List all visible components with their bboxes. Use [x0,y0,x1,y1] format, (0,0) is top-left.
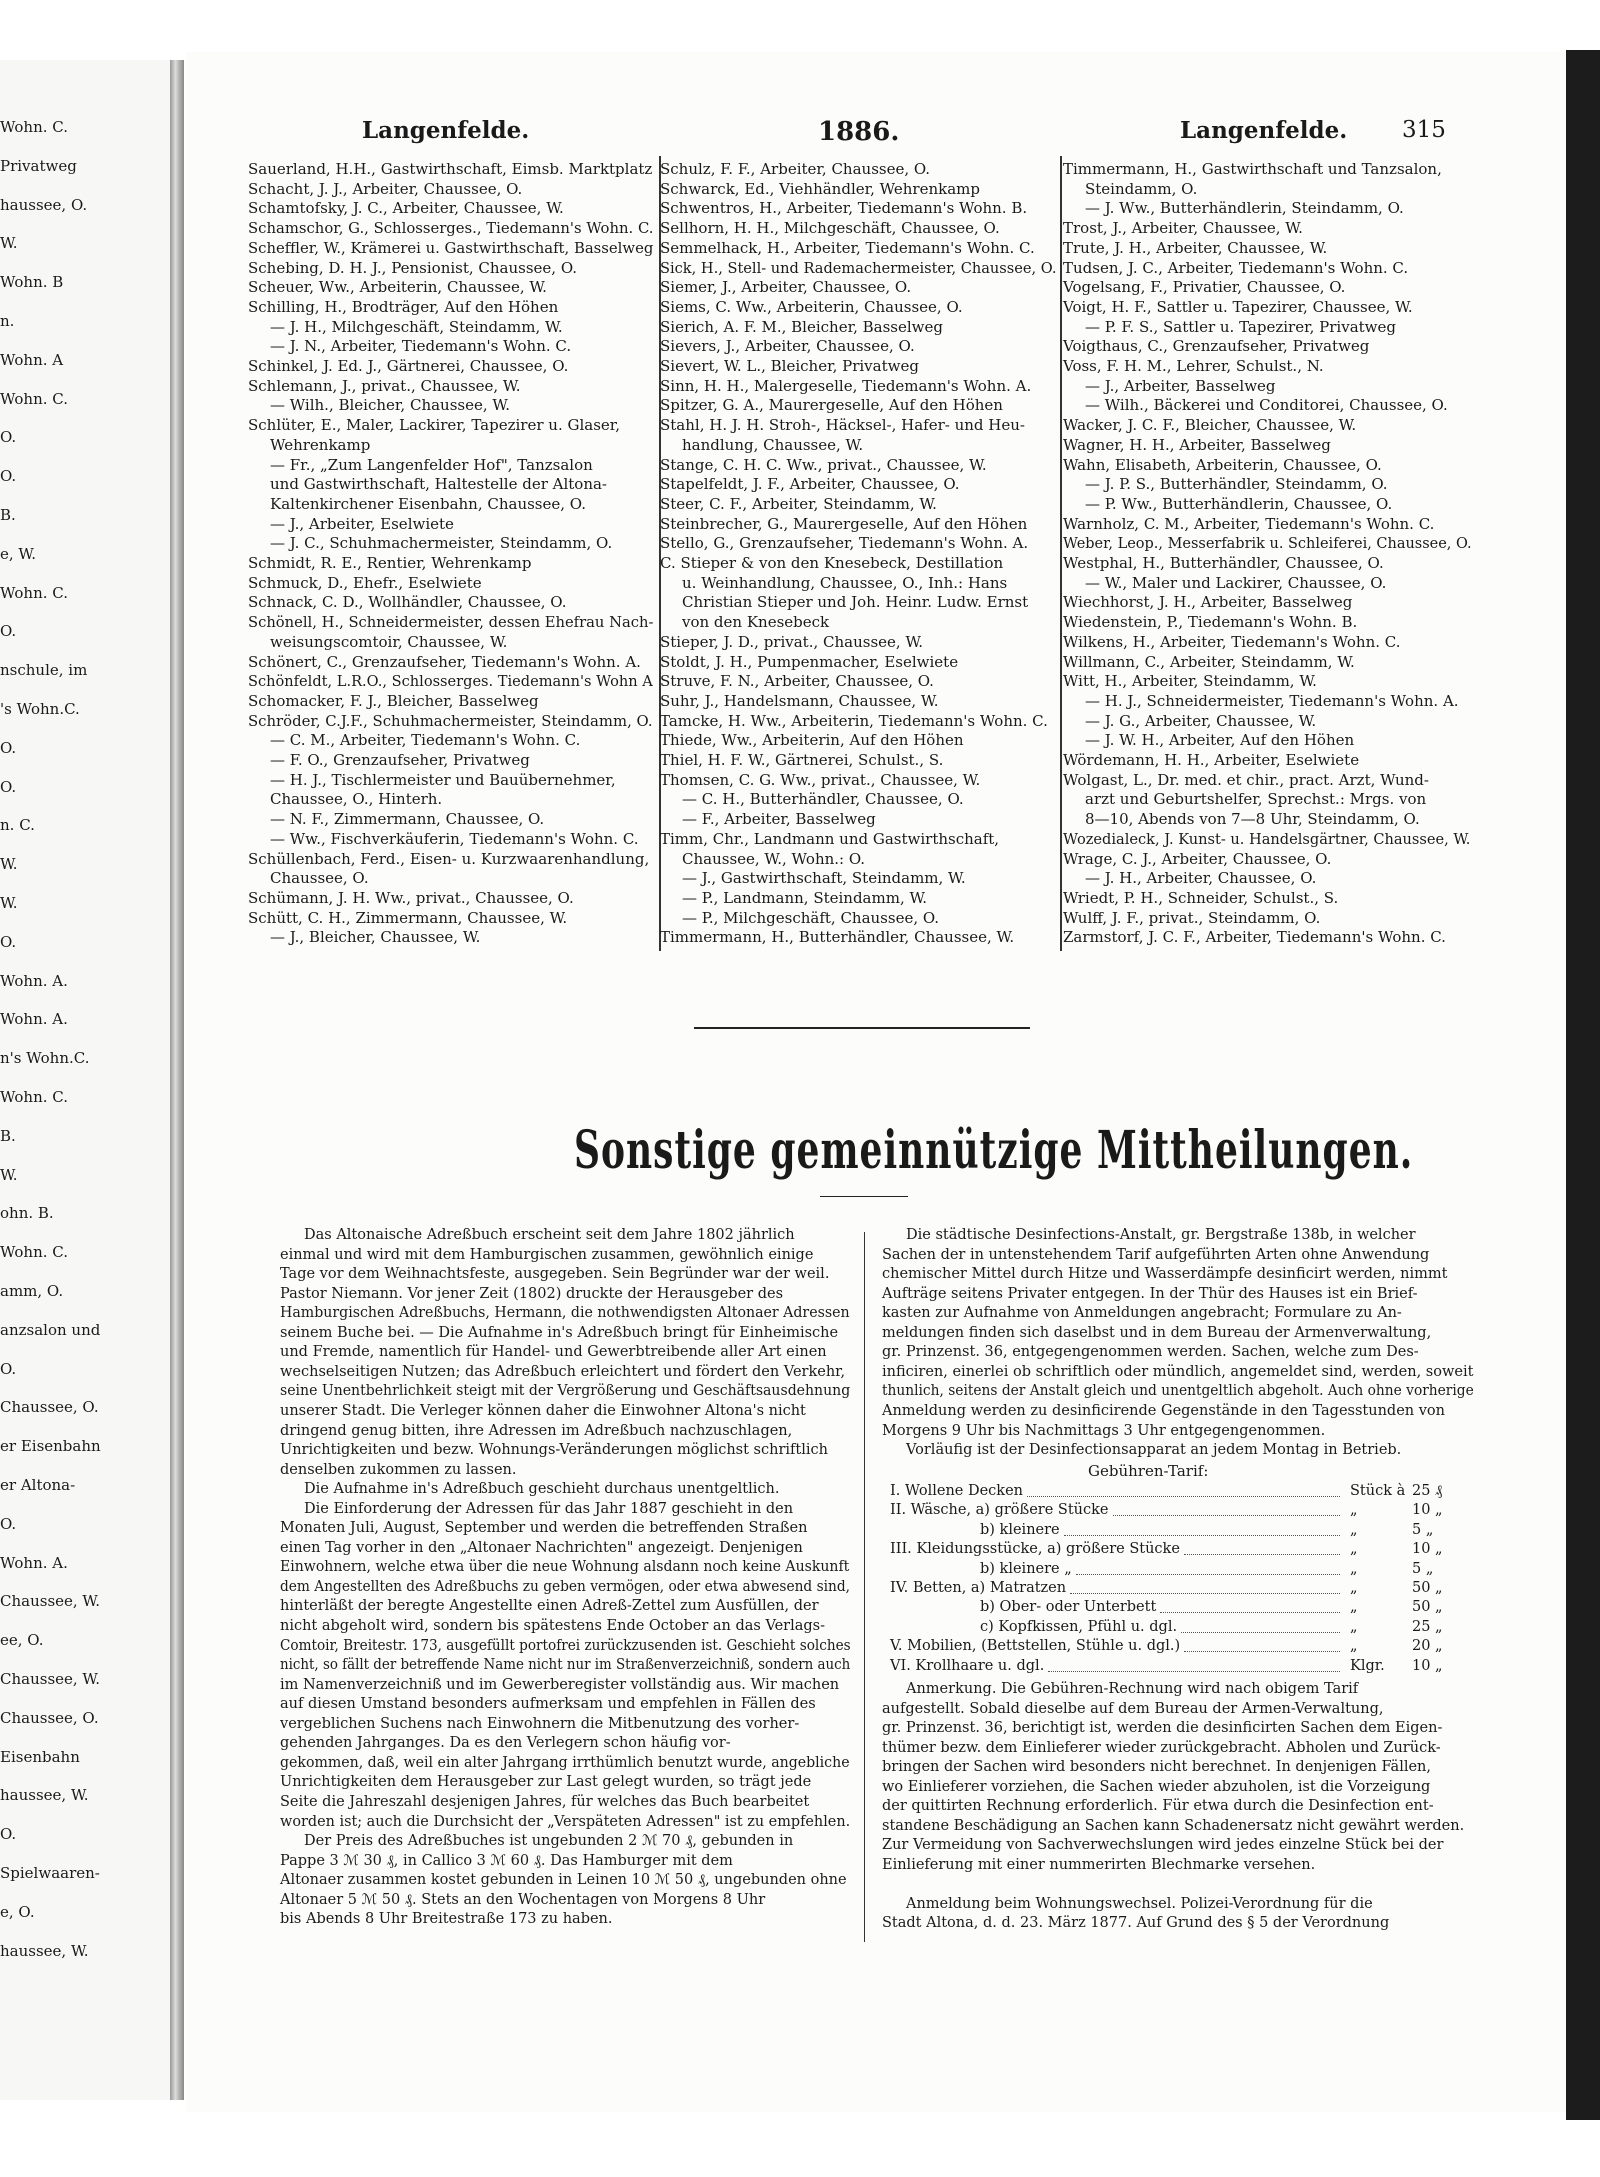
directory-entry: — J. C., Schuhmachermeister, Steindamm, O. [270,534,613,553]
directory-entry: Schüllenbach, Ferd., Eisen- u. Kurzwaarenhandlung, [248,849,650,868]
tariff-leader [1113,1504,1340,1516]
directory-entry: Sellhorn, H. H., Milchgeschäft, Chaussee, O. [660,219,1000,238]
facing-page-fragment: Chaussee, W. [0,1592,100,1611]
paragraph-line: Anmeldung beim Wohnungswechsel. Polizei-Verordnung für die [906,1895,1373,1912]
paragraph-line: nicht abgeholt wird, sondern bis spätestens Ende October an das Verlags- [280,1618,826,1634]
directory-entry: Scheuer, Ww., Arbeiterin, Chaussee, W. [248,278,547,297]
facing-page-fragment: haussee, O. [0,195,88,214]
directory-entry: Willmann, C., Arbeiter, Steindamm, W. [1063,652,1355,671]
directory-entry: Schacht, J. J., Arbeiter, Chaussee, O. [248,179,523,198]
paragraph-line: vergeblichen Suchens nach Einwohnern die Mitbenutzung des vorher- [280,1715,800,1732]
paragraph-line: Die Einforderung der Adressen für das Jahr 1887 geschieht in den [304,1500,794,1517]
directory-entry: Wolgast, L., Dr. med. et chir., pract. Arzt, Wund- [1063,770,1429,789]
facing-page-fragment: Wohn. B [0,273,64,292]
header-year: 1886. [818,117,900,147]
facing-page-fragment: Wohn. C. [0,118,68,136]
text-column-divider [864,1232,865,1942]
paragraph-line: gehenden Jahrganges. Da es den Verlegern schon häufig vor- [280,1735,731,1752]
directory-entry: Sierich, A. F. M., Bleicher, Basselweg [660,317,944,336]
facing-page-fragment: ee, O. [0,1631,44,1650]
facing-page-fragment: haussee, W. [0,1941,89,1960]
directory-entry: Schönell, H., Schneidermeister, dessen Ehefrau Nach- [248,613,654,632]
tariff-unit: Stück à [1350,1483,1406,1499]
tariff-unit: „ [1350,1560,1358,1577]
directory-entry: Stange, C. H. C. Ww., privat., Chaussee, W. [660,455,987,474]
directory-entry: — N. F., Zimmermann, Chaussee, O. [270,810,545,829]
directory-entry: Wagner, H. H., Arbeiter, Basselweg [1063,435,1331,454]
directory-entry: Schmidt, R. E., Rentier, Wehrenkamp [248,554,532,572]
facing-page-fragment: W. [0,855,18,874]
paragraph-line: Einlieferung mit einer nummerirten Blechmarke versehen. [882,1856,1316,1873]
directory-entry: Voigt, H. F., Sattler u. Tapezirer, Chaussee, W. [1063,297,1413,316]
tariff-title: Gebühren-Tarif: [1088,1462,1209,1480]
directory-entry: — W., Maler und Lackirer, Chaussee, O. [1085,573,1387,592]
directory-entry: arzt und Geburtshelfer, Sprechst.: Mrgs. von [1085,790,1427,809]
directory-entry: Voss, F. H. M., Lehrer, Schulst., N. [1063,357,1324,375]
paragraph-line: Pappe 3 ℳ 30 ₰, in Callico 3 ℳ 60 ₰. Das Hamburger mit dem [280,1852,733,1869]
directory-entry: Wacker, J. C. F., Bleicher, Chaussee, W. [1063,416,1357,435]
paragraph-line: seinem Buche bei. — Die Aufnahme in's Adreßbuch bringt für Einheimische [280,1324,839,1341]
title-underline [820,1196,908,1197]
facing-page-fragment: Wohn. C. [0,583,68,602]
directory-entry: Chaussee, W., Wohn.: O. [682,849,866,868]
facing-page-fragment: 's Wohn.C. [0,700,80,718]
directory-entry: — J. W. H., Arbeiter, Auf den Höhen [1085,731,1355,750]
facing-page-fragment: Wohn. C. [0,1243,68,1262]
directory-entry: Thomsen, C. G. Ww., privat., Chaussee, W. [660,770,981,789]
tariff-unit: „ [1350,1502,1358,1519]
directory-entry: Schebing, D. H. J., Pensionist, Chaussee, O. [248,258,578,277]
directory-entry: Stahl, H. J. H. Stroh-, Häcksel-, Hafer- und Heu- [660,416,1025,435]
tariff-item: IV. Betten, a) Matratzen [890,1580,1067,1596]
directory-entry: Wilkens, H., Arbeiter, Tiedemann's Wohn. C. [1063,632,1401,651]
paragraph-line: Unrichtigkeiten und bezw. Wohnungs-Veränderungen möglichst schriftlich [280,1442,828,1459]
tariff-leader [1048,1660,1340,1672]
directory-entry: Semmelhack, H., Arbeiter, Tiedemann's Wohn. C. [660,238,1035,257]
directory-entry: Tamcke, H. Ww., Arbeiterin, Tiedemann's Wohn. C. [660,711,1048,730]
directory-entry: Steinbrecher, G., Maurergeselle, Auf den Höhen [660,514,1028,533]
directory-entry: Christian Stieper und Joh. Heinr. Ludw. Ernst [682,593,1029,612]
directory-entry: Suhr, J., Handelsmann, Chaussee, W. [660,691,939,710]
paragraph-line: Anmerkung. Die Gebühren-Rechnung wird nach obigem Tarif [906,1681,1359,1697]
facing-page-fragment: O. [0,932,17,951]
facing-page-fragment: O. [0,1825,17,1844]
tariff-price: 5 „ [1412,1521,1434,1538]
directory-entry: 8—10, Abends von 7—8 Uhr, Steindamm, O. [1085,810,1420,829]
directory-entry: Sick, H., Stell- und Rademachermeister, Chaussee, O. [660,258,1057,277]
paragraph-line: chemischer Mittel durch Hitze und Wasserdämpfe desinficirt werden, nimmt [882,1266,1448,1283]
paragraph-line: gr. Prinzenst. 36, entgegengenommen werden. Sachen, welche zum Des- [882,1344,1419,1361]
paragraph-line: Hamburgischen Adreßbuchs, Hermann, die nothwendigsten Altonaer Adressen [280,1305,850,1322]
directory-entry: — Ww., Fischverkäuferin, Tiedemann's Wohn. C. [270,829,639,848]
paragraph-line: Die städtische Desinfections-Anstalt, gr. Bergstraße 138b, in welcher [906,1227,1416,1243]
paragraph-line: Morgens 9 Uhr bis Nachmittags 3 Uhr entgegengenommen. [882,1422,1326,1439]
tariff-item: I. Wollene Decken [890,1483,1024,1499]
facing-page-fragment: er Altona- [0,1476,76,1494]
paragraph-line: Der Preis des Adreßbuches ist ungebunden 2 ℳ 70 ₰, gebunden in [304,1833,794,1850]
facing-page-fragment: Wohn. C. [0,389,68,408]
tariff-price: 25 „ [1412,1618,1443,1635]
directory-entry: weisungscomtoir, Chaussee, W. [270,632,508,651]
directory-entry: Tudsen, J. C., Arbeiter, Tiedemann's Wohn. C. [1063,258,1409,277]
directory-entry: — J. H., Arbeiter, Chaussee, O. [1085,869,1317,888]
scan-border [1566,50,1600,2120]
tariff-leader [1076,1563,1340,1575]
directory-entry: Wulff, J. F., privat., Steindamm, O. [1063,908,1321,927]
facing-page-fragment: Wohn. A. [0,971,68,990]
directory-entry: Wriedt, P. H., Schneider, Schulst., S. [1063,888,1339,907]
header-right: Langenfelde. [1180,117,1348,144]
directory-entry: Voigthaus, C., Grenzaufseher, Privatweg [1063,337,1370,356]
directory-entry: — F. O., Grenzaufseher, Privatweg [270,751,530,769]
paragraph-line: wo Einlieferer vorziehen, die Sachen wieder abzuholen, ist die Vorzeigung [882,1778,1431,1795]
facing-page-fragment: Chaussee, W. [0,1670,100,1688]
directory-entry: Kaltenkirchener Eisenbahn, Chaussee, O. [270,494,586,513]
tariff-item: b) kleinere „ [980,1560,1072,1577]
directory-entry: — F., Arbeiter, Basselweg [682,810,876,829]
tariff-unit: „ [1350,1580,1358,1596]
tariff-leader [1070,1582,1340,1594]
directory-entry: Stapelfeldt, J. F., Arbeiter, Chaussee, O. [660,475,960,494]
directory-entry: — J. H., Milchgeschäft, Steindamm, W. [270,317,563,336]
tariff-price: 10 „ [1412,1502,1443,1519]
tariff-price: 10 „ [1412,1657,1443,1674]
directory-entry: Schönfeldt, L.R.O., Schlosserges. Tiedemann's Wohn A [248,672,653,691]
directory-entry: Schröder, C.J.F., Schuhmachermeister, Steindamm, O. [248,711,653,730]
directory-entry: Sauerland, H.H., Gastwirthschaft, Eimsb. Marktplatz [248,160,653,178]
tariff-leader [1064,1524,1340,1536]
directory-entry: Westphal, H., Butterhändler, Chaussee, O. [1063,554,1384,572]
tariff-price: 25 ₰ [1412,1483,1443,1499]
facing-page-fragment: W. [0,1165,18,1184]
tariff-item: V. Mobilien, (Bettstellen, Stühle u. dgl.) [890,1638,1181,1655]
directory-entry: — P. F. S., Sattler u. Tapezirer, Privatweg [1085,317,1396,336]
directory-entry: Wozedialeck, J. Kunst- u. Handelsgärtner, Chaussee, W. [1063,829,1471,848]
paragraph-line: im Namenverzeichniß und im Gewerberegister vollständig aus. Wir machen [280,1676,840,1693]
facing-page-fragment: nschule, im [0,661,88,680]
directory-entry: — J., Gastwirthschaft, Steindamm, W. [682,869,966,888]
paragraph-line: kasten zur Aufnahme von Anmeldungen angebracht; Formulare zu An- [882,1305,1402,1322]
paragraph-line: Aufträge seitens Privater entgegen. In der Thür des Hauses ist ein Brief- [882,1285,1418,1302]
tariff-unit: Klgr. [1350,1657,1385,1674]
tariff-item: c) Kopfkissen, Pfühl u. dgl. [980,1618,1178,1635]
header-left: Langenfelde. [362,117,530,144]
tariff-item: VI. Krollhaare u. dgl. [890,1657,1045,1674]
directory-entry: Wrage, C. J., Arbeiter, Chaussee, O. [1063,849,1332,868]
directory-entry: Scheffler, W., Krämerei u. Gastwirthschaft, Basselweg [248,238,654,257]
directory-entry: — J., Bleicher, Chaussee, W. [270,928,481,947]
paragraph-line: der quittirten Rechnung erforderlich. Für etwa durch die Desinfection ent- [882,1798,1434,1814]
paragraph-line: gekommen, daß, weil ein alter Jahrgang irrthümlich benutzt wurde, angebliche [280,1754,850,1771]
paragraph-line: wechselseitigen Nutzen; das Adreßbuch erleichtert und fördert den Verkehr, [280,1363,846,1380]
paragraph-line: Die Aufnahme in's Adreßbuch geschieht durchaus unentgeltlich. [304,1481,780,1498]
tariff-unit: „ [1350,1541,1358,1558]
facing-page-fragment: Chaussee, O. [0,1708,99,1727]
paragraph-line: Vorläufig ist der Desinfectionsapparat an jedem Montag in Betrieb. [906,1442,1402,1459]
paragraph-line: thunlich, seitens der Anstalt gleich und unentgeltlich abgeholt. Auch ohne vorherige [882,1383,1474,1400]
facing-page-fragment: n. [0,312,15,330]
paragraph-line: Comtoir, Breitestr. 173, ausgefüllt portofrei zurückzusenden ist. Geschieht solches [280,1637,851,1654]
directory-entry: Warnholz, C. M., Arbeiter, Tiedemann's Wohn. C. [1063,514,1435,533]
paragraph-line: thümer bezw. dem Einlieferer wieder zurückgebracht. Abholen und Zurück- [882,1739,1441,1756]
facing-page-fragment: n. C. [0,816,35,835]
paragraph-line: nicht, so fällt der betreffende Name nicht nur im Straßenverzeichniß, sondern auch [280,1657,851,1674]
directory-entry: Chaussee, O. [270,869,369,888]
paragraph-line: bringen der Sachen wird besonders nicht berechnet. In denjenigen Fällen, [882,1759,1431,1775]
facing-page-fragment: O. [0,467,17,486]
directory-entry: — C. M., Arbeiter, Tiedemann's Wohn. C. [270,731,581,750]
directory-entry: — P. Ww., Butterhändlerin, Chaussee, O. [1085,494,1393,513]
tariff-unit: „ [1350,1618,1358,1635]
directory-entry: — J. Ww., Butterhändlerin, Steindamm, O. [1085,199,1404,218]
paragraph-line: Tage vor dem Weihnachtsfeste, ausgegeben. Sein Begründer war der weil. [280,1266,830,1283]
directory-entry: Schnack, C. D., Wollhändler, Chaussee, O. [248,593,567,612]
directory-entry: Timmermann, H., Gastwirthschaft und Tanzsalon, [1063,160,1442,178]
directory-entry: — J. G., Arbeiter, Chaussee, W. [1085,711,1317,730]
directory-entry: — H. J., Tischlermeister und Bauübernehmer, [270,770,616,789]
facing-page-fragment: O. [0,738,17,757]
facing-page-fragment: W. [0,894,18,912]
facing-page-fragment: amm, O. [0,1282,64,1300]
facing-page-fragment: Eisenbahn [0,1747,80,1766]
facing-page-fragment: Chaussee, O. [0,1398,99,1417]
directory-entry: — Fr., „Zum Langenfelder Hof", Tanzsalon [270,455,593,474]
paragraph-line: Stadt Altona, d. d. 23. März 1877. Auf Grund des § 5 der Verordnung [882,1915,1390,1931]
directory-entry: Schinkel, J. Ed. J., Gärtnerei, Chaussee, O. [248,357,569,375]
section-title: Sonstige gemeinnützige Mittheilungen. [574,1120,1414,1181]
facing-page-fragment: O. [0,1514,17,1533]
paragraph-line: Zur Vermeidung von Sachverwechslungen wird jedes einzelne Stück bei der [882,1837,1444,1853]
paragraph-line: Seite die Jahreszahl desjenigen Jahres, für welches das Buch bearbeitet [280,1793,810,1810]
directory-entry: Siems, C. Ww., Arbeiterin, Chaussee, O. [660,297,963,316]
page-number: 315 [1402,117,1446,143]
paragraph-line: einen Tag vorher in den „Altonaer Nachrichten" angezeigt. Denjenigen [280,1539,803,1556]
directory-entry: Schwentros, H., Arbeiter, Tiedemann's Wohn. B. [660,199,1028,218]
tariff-price: 10 „ [1412,1541,1443,1558]
paragraph-line: worden ist; auch die Durchsicht der „Verspäteten Adressen" ist zu empfehlen. [280,1813,851,1830]
tariff-item: b) kleinere [980,1521,1060,1538]
directory-entry: Zarmstorf, J. C. F., Arbeiter, Tiedemann's Wohn. C. [1063,928,1446,947]
directory-entry: Sievers, J., Arbeiter, Chaussee, O. [660,337,915,356]
directory-entry: Schulz, F. F., Arbeiter, Chaussee, O. [660,160,931,178]
section-rule [694,1027,1030,1029]
paragraph-line: Einwohnern, welche etwa über die neue Wohnung alsdann noch keine Auskunft [280,1559,850,1576]
paragraph-line: dem Angestellten des Adreßbuchs zu geben vermögen, oder etwa abwesend sind, [280,1578,851,1595]
directory-entry: Schönert, C., Grenzaufseher, Tiedemann's Wohn. A. [248,652,641,671]
paragraph-line: Altonaer zusammen kostet gebunden in Leinen 10 ℳ 50 ₰, ungebunden ohne [280,1872,847,1889]
directory-entry: handlung, Chaussee, W. [682,435,864,454]
paragraph-line: Sachen der in untenstehendem Tarif aufgeführten Arten ohne Anwendung [882,1246,1430,1263]
facing-page-fragment: Spielwaaren- [0,1864,100,1882]
tariff-price: 50 „ [1412,1599,1443,1616]
directory-entry: Schütt, C. H., Zimmermann, Chaussee, W. [248,908,568,927]
paragraph-line: meldungen finden sich daselbst und in dem Bureau der Armenverwaltung, [882,1324,1432,1341]
directory-entry: — C. H., Butterhändler, Chaussee, O. [682,790,964,809]
directory-entry: Schomacker, F. J., Bleicher, Basselweg [248,691,539,710]
directory-entry: Weber, Leop., Messerfabrik u. Schleiferei, Chaussee, O. [1063,534,1472,553]
tariff-item: b) Ober- oder Unterbett [980,1599,1157,1616]
directory-entry: — J., Arbeiter, Eselwiete [270,514,454,533]
directory-entry: Wahn, Elisabeth, Arbeiterin, Chaussee, O. [1063,455,1382,474]
facing-page-fragment: e, O. [0,1902,35,1921]
directory-entry: Schümann, J. H. Ww., privat., Chaussee, O. [248,888,574,907]
directory-entry: Vogelsang, F., Privatier, Chaussee, O. [1063,278,1346,297]
tariff-price: 50 „ [1412,1580,1443,1596]
book-gutter [170,60,184,2100]
paragraph-line: einmal und wird mit dem Hamburgischen zusammen, gewöhnlich einige [280,1246,814,1263]
directory-entry: Spitzer, G. A., Maurergeselle, Auf den Höhen [660,396,1003,415]
directory-entry: — P., Landmann, Steindamm, W. [682,888,928,907]
directory-entry: Stieper, J. D., privat., Chaussee, W. [660,632,924,651]
paragraph-line: denselben zukommen zu lassen. [280,1461,517,1478]
paragraph-line: Unrichtigkeiten dem Herausgeber zur Last gelegt wurden, so trägt jede [280,1774,812,1791]
directory-entry: Schamtofsky, J. C., Arbeiter, Chaussee, W. [248,199,564,218]
paragraph-line: Das Altonaische Adreßbuch erscheint seit dem Jahre 1802 jährlich [304,1227,795,1243]
facing-page-fragment: O. [0,428,17,447]
directory-entry: u. Weinhandlung, Chaussee, O., Inh.: Hans [682,573,1008,592]
directory-entry: Stello, G., Grenzaufseher, Tiedemann's Wohn. A. [660,534,1029,553]
paragraph-line: dringend genug bitten, ihre Adressen im Adreßbuch nachzuschlagen, [280,1422,793,1439]
tariff-price: 5 „ [1412,1560,1434,1577]
directory-entry: Thiede, Ww., Arbeiterin, Auf den Höhen [660,731,964,750]
facing-page-fragment: Wohn. C. [0,1088,68,1106]
directory-entry: Wiedenstein, P., Tiedemann's Wohn. B. [1063,613,1358,632]
directory-entry: Wehrenkamp [270,435,371,454]
directory-entry: Schlüter, E., Maler, Lackirer, Tapezirer u. Glaser, [248,416,621,435]
directory-entry: — J. N., Arbeiter, Tiedemann's Wohn. C. [270,337,572,356]
paragraph-line: gr. Prinzenst. 36, berichtigt ist, werden die desinficirten Sachen dem Eigen- [882,1720,1443,1736]
paragraph-line: auf diesen Umstand besonders aufmerksam und empfehlen in Fällen des [280,1696,816,1713]
directory-entry: Wördemann, H. H., Arbeiter, Eselwiete [1063,751,1360,769]
directory-entry: Schwarck, Ed., Viehhändler, Wehrenkamp [660,179,980,198]
facing-page-fragment: n's Wohn.C. [0,1049,90,1068]
paragraph-line: aufgestellt. Sobald dieselbe auf dem Bureau der Armen-Verwaltung, [882,1700,1384,1717]
paragraph-line: Pastor Niemann. Vor jener Zeit (1802) druckte der Herausgeber des [280,1285,784,1302]
facing-page-fragment: e, W. [0,544,36,563]
directory-entry: Siemer, J., Arbeiter, Chaussee, O. [660,278,912,297]
paragraph-line: seine Unentbehrlichkeit steigt mit der Vergrößerung und Geschäftsausdehnung [280,1383,851,1400]
tariff-price: 20 „ [1412,1638,1443,1655]
facing-page-fragment: B. [0,1126,16,1145]
directory-entry: — P., Milchgeschäft, Chaussee, O. [682,908,940,927]
tariff-leader [1160,1601,1340,1613]
facing-page-fragment: Wohn. A. [0,1010,68,1029]
directory-entry: Schamschor, G., Schlosserges., Tiedemann's Wohn. C. [248,219,654,238]
paragraph-line: Anmeldung werden zu desinficirende Gegenstände in den Tagesstunden von [882,1402,1445,1419]
paragraph-line: bis Abends 8 Uhr Breitestraße 173 zu haben. [280,1911,613,1928]
directory-entry: Wiechhorst, J. H., Arbeiter, Basselweg [1063,593,1353,612]
directory-entry: Struve, F. N., Arbeiter, Chaussee, O. [660,672,934,691]
tariff-leader [1184,1640,1340,1652]
directory-entry: Steindamm, O. [1085,179,1198,198]
directory-entry: Trost, J., Arbeiter, Chaussee, W. [1063,219,1303,238]
directory-entry: Schlemann, J., privat., Chaussee, W. [248,376,521,395]
directory-entry: — Wilh., Bleicher, Chaussee, W. [270,396,510,415]
paragraph-line: und Fremde, namentlich für Handel- und Gewerbtreibende aller Art einen [280,1344,827,1361]
paragraph-line: hinterläßt der beregte Angestellte einen Adreß-Zettel zum Ausfüllen, der [280,1598,819,1615]
tariff-item: II. Wäsche, a) größere Stücke [890,1502,1109,1519]
facing-page-fragment: haussee, W. [0,1786,89,1805]
directory-entry: Steer, C. F., Arbeiter, Steindamm, W. [660,494,937,513]
tariff-leader [1184,1543,1340,1555]
facing-page-fragment: er Eisenbahn [0,1437,101,1456]
facing-page-fragment: ohn. B. [0,1204,54,1223]
facing-page-fragment: O. [0,622,17,641]
facing-page-fragment: W. [0,234,18,253]
facing-page-fragment: Wohn. A [0,350,64,369]
directory-entry: Stoldt, J. H., Pumpenmacher, Eselwiete [660,652,959,671]
directory-entry: Timmermann, H., Butterhändler, Chaussee, W. [660,928,1015,947]
paragraph-line: inficiren, einerlei ob schriftlich oder mündlich, angemeldet sind, werden, soweit [882,1363,1474,1380]
tariff-leader [1181,1621,1340,1633]
tariff-unit: „ [1350,1521,1358,1538]
directory-entry: — J. P. S., Butterhändler, Steindamm, O. [1085,475,1388,494]
directory-entry: von den Knesebeck [682,613,830,632]
directory-entry: — H. J., Schneidermeister, Tiedemann's Wohn. A. [1085,691,1459,710]
tariff-unit: „ [1350,1599,1358,1616]
facing-page-fragment: anzsalon und [0,1320,101,1339]
directory-entry: Thiel, H. F. W., Gärtnerei, Schulst., S. [660,751,944,769]
directory-entry: und Gastwirthschaft, Haltestelle der Altona- [270,475,608,494]
paragraph-line: standene Beschädigung an Sachen kann Schadenersatz nicht gewährt werden. [882,1817,1465,1834]
directory-entry: Timm, Chr., Landmann und Gastwirthschaft, [660,829,1000,848]
facing-page-fragment: O. [0,777,17,796]
facing-page-fragment: B. [0,506,16,524]
directory-entry: — Wilh., Bäckerei und Conditorei, Chaussee, O. [1085,396,1448,415]
column-divider-2 [1060,156,1062,951]
facing-page-fragment: Privatweg [0,156,77,175]
directory-entry: — J., Arbeiter, Basselweg [1085,376,1276,395]
paragraph-line: Monaten Juli, August, September und werden die betreffenden Straßen [280,1520,808,1537]
tariff-unit: „ [1350,1638,1358,1655]
directory-entry: Trute, J. H., Arbeiter, Chaussee, W. [1063,238,1328,257]
tariff-leader [1027,1485,1340,1497]
directory-entry: Schilling, H., Brodträger, Auf den Höhen [248,297,559,316]
directory-entry: C. Stieper & von den Knesebeck, Destillation [660,554,1004,572]
directory-entry: Schmuck, D., Ehefr., Eselwiete [248,573,482,592]
directory-entry: Sinn, H. H., Malergeselle, Tiedemann's Wohn. A. [660,376,1032,395]
tariff-item: III. Kleidungsstücke, a) größere Stücke [890,1541,1180,1558]
directory-entry: Sievert, W. L., Bleicher, Privatweg [660,357,919,375]
directory-entry: Witt, H., Arbeiter, Steindamm, W. [1063,672,1317,691]
paragraph-line: unserer Stadt. Die Verleger können daher die Einwohner Altona's nicht [280,1402,806,1419]
directory-entry: Chaussee, O., Hinterh. [270,790,443,809]
paragraph-line: Altonaer 5 ℳ 50 ₰. Stets an den Wochentagen von Morgens 8 Uhr [280,1891,766,1908]
facing-page-fragment: Wohn. A. [0,1553,68,1572]
facing-page-fragment: O. [0,1359,17,1378]
